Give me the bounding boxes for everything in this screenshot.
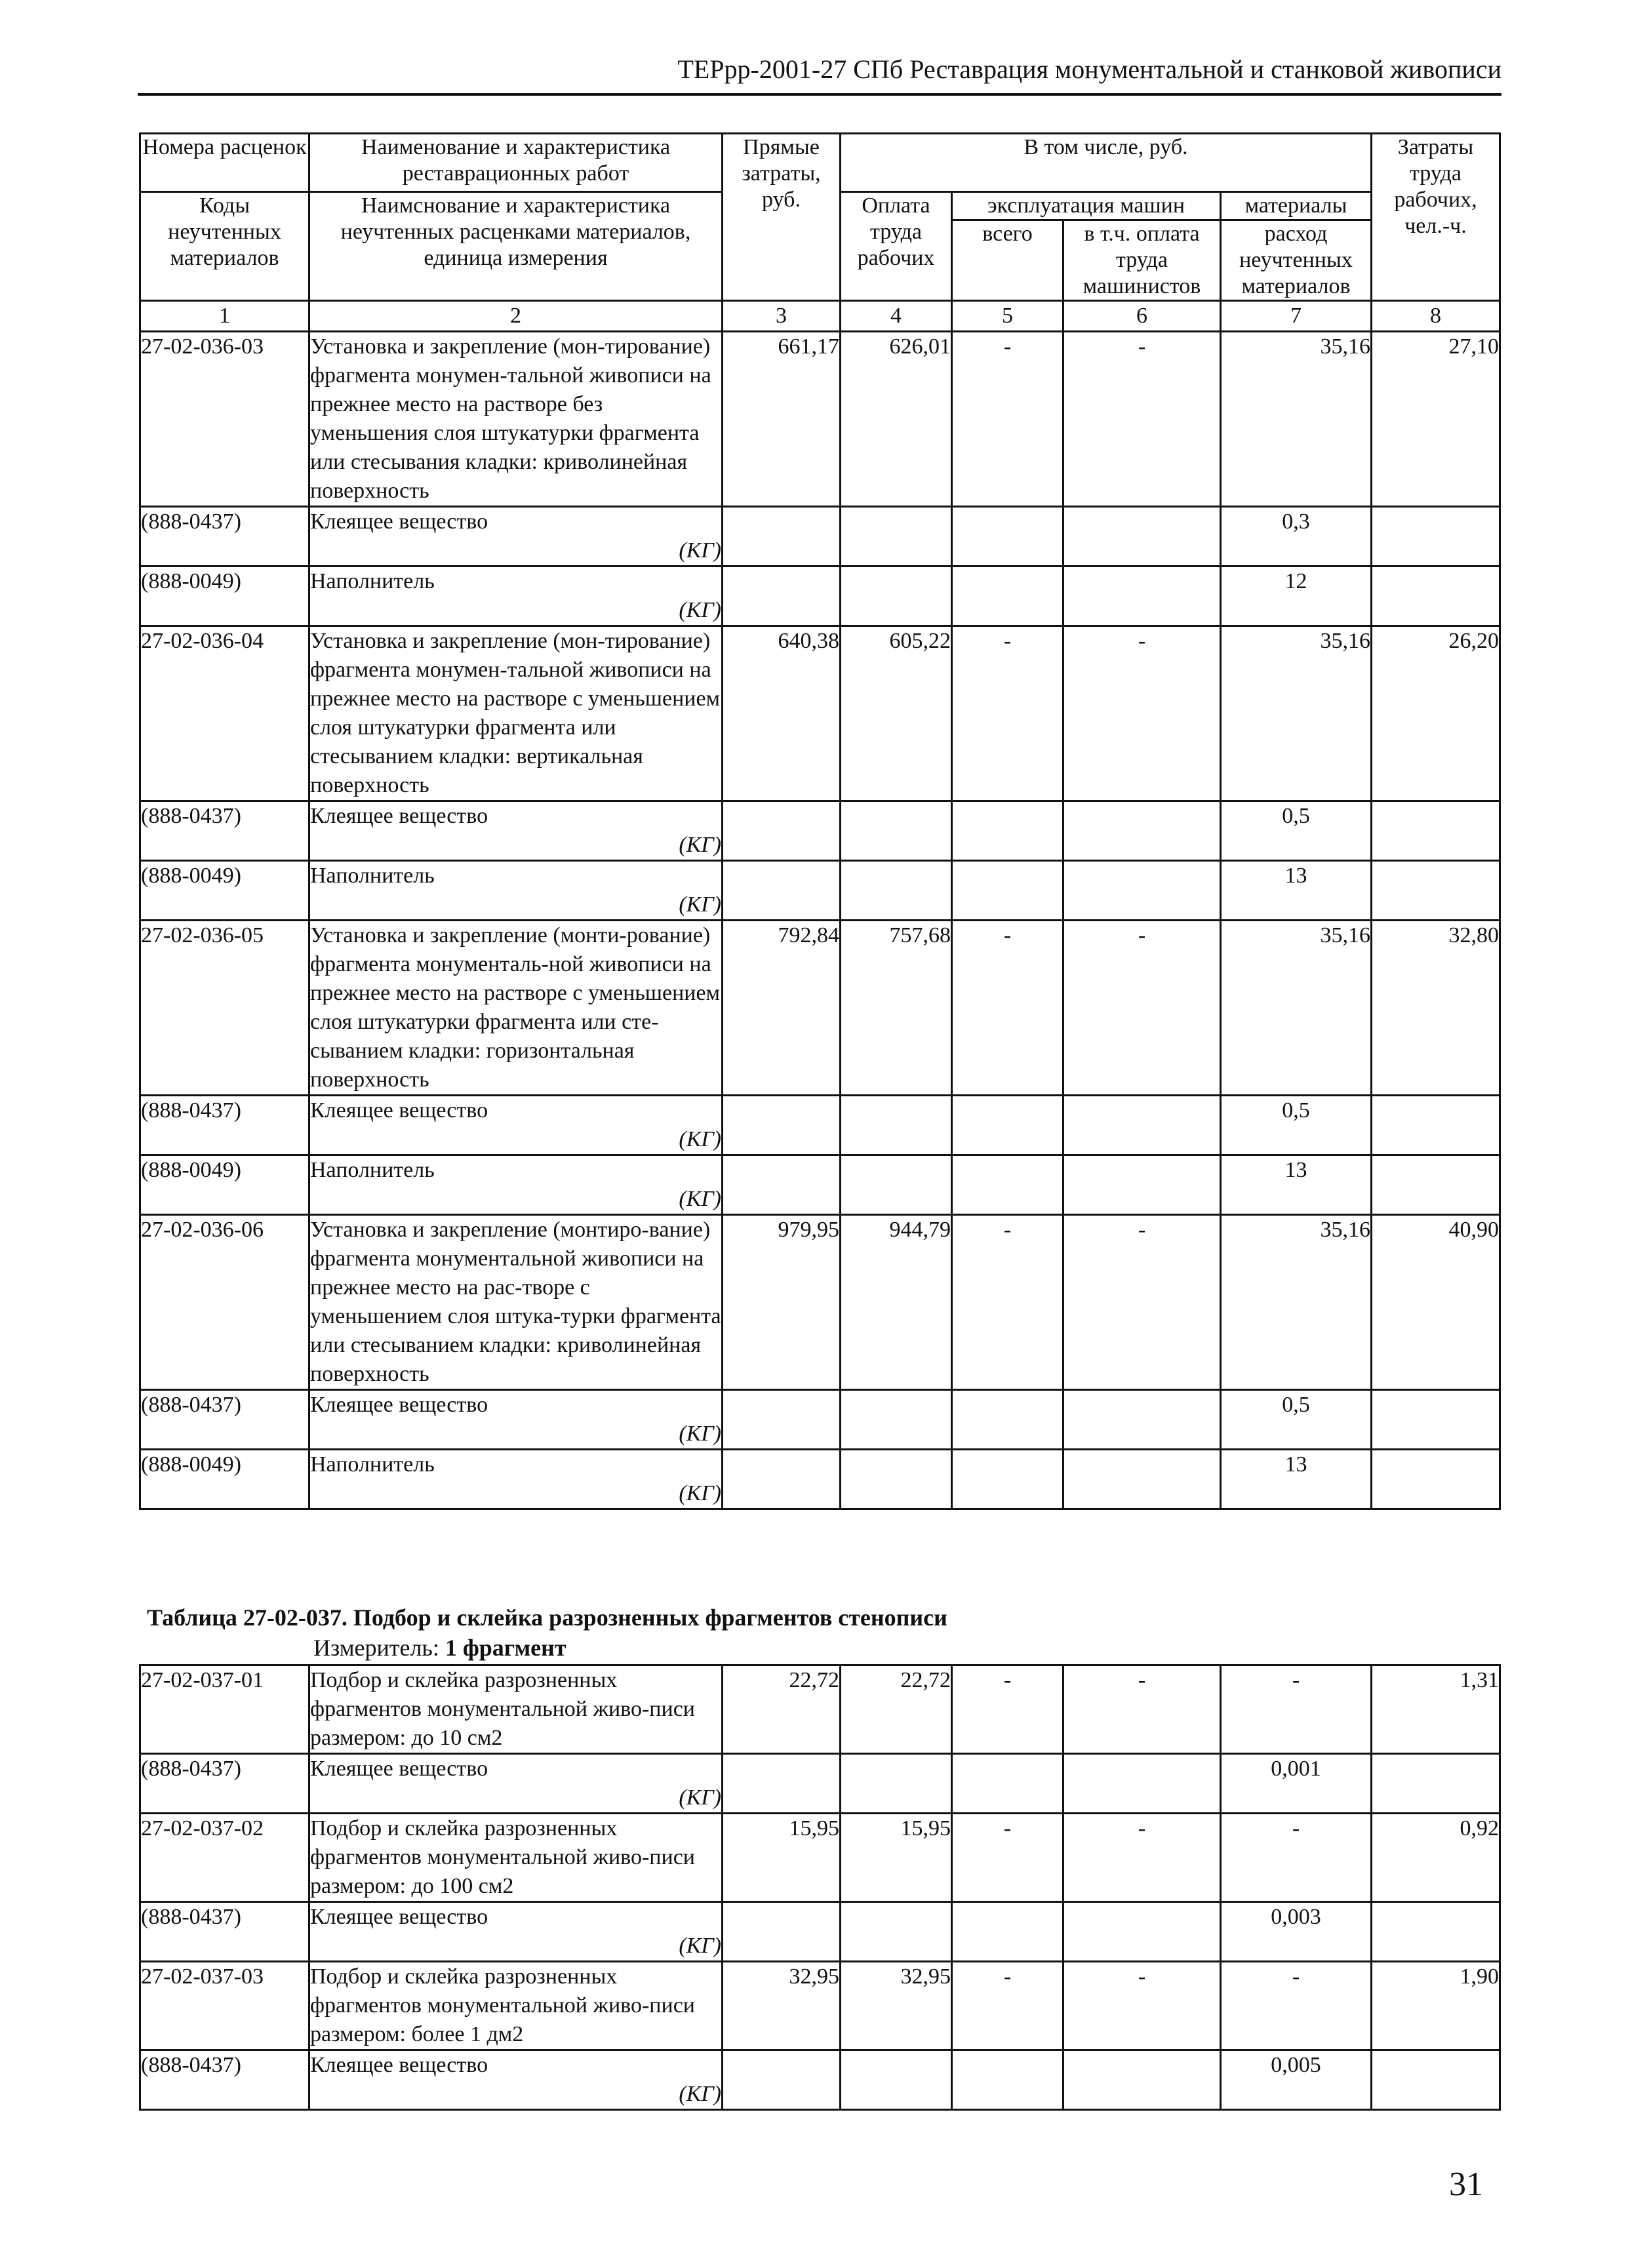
material-amount: 13 (1284, 1158, 1307, 1182)
material-unit: (КГ) (679, 1127, 721, 1151)
material-amount: 12 (1284, 569, 1307, 593)
rate-machines-total: - (952, 332, 1063, 507)
rate-machines-total: - (952, 1814, 1063, 1902)
material-name: Клеящее вещество (310, 1098, 488, 1123)
rate-name: Установка и закрепление (монтиро-вание) фрагмента монументальной живописи на прежнее место на рас-творе с уменьшением слоя штука-турки фрагмента или стесыванием кладки: криволинейная поверхность (309, 1215, 723, 1390)
material-unit: (КГ) (679, 1934, 721, 1958)
material-row (140, 1902, 1500, 1962)
material-code: (888-0437) (141, 2053, 241, 2077)
rate-code: 27-02-036-06 (140, 1215, 309, 1390)
col-header-direct-costs: Прямые затраты, руб. (723, 134, 841, 301)
rate-machinist-pay: - (1063, 1962, 1221, 2050)
section-meter-label: Измеритель: (313, 1635, 439, 1661)
rate-materials: - (1221, 1814, 1372, 1902)
rate-row (140, 1665, 1500, 1754)
rate-machinist-pay: - (1063, 1665, 1221, 1754)
rates-table (139, 132, 1501, 1510)
material-code: (888-0437) (141, 1905, 241, 1929)
rate-direct-costs: 22,72 (723, 1665, 841, 1754)
column-number: 4 (841, 301, 952, 332)
material-row (140, 567, 1500, 626)
rate-machines-total: - (952, 1665, 1063, 1754)
rate-direct-costs: 15,95 (723, 1814, 841, 1902)
material-code: (888-0437) (141, 1098, 241, 1123)
column-number: 1 (140, 301, 309, 332)
rate-row (140, 921, 1500, 1096)
rate-direct-costs: 661,17 (723, 332, 841, 507)
col-header-labor-hours: Затраты труда рабочих, чел.-ч. (1372, 134, 1500, 301)
rate-machines-total: - (952, 1215, 1063, 1390)
material-code: (888-0437) (141, 509, 241, 534)
material-unit: (КГ) (679, 1422, 721, 1446)
rate-worker-pay: 32,95 (841, 1962, 952, 2050)
material-unit: (КГ) (679, 833, 721, 857)
material-row (140, 1754, 1500, 1814)
rate-machinist-pay: - (1063, 921, 1221, 1096)
rate-machines-total: - (952, 1962, 1063, 2050)
page-header-title: ТЕРрр-2001-27 СПб Реставрация монументальной и станковой живописи (677, 54, 1501, 84)
col-header-material-names: Наимснование и характеристика неучтенных расценками материалов, единица измерения (309, 192, 723, 301)
material-code: (888-0049) (141, 864, 241, 888)
rate-row (140, 1962, 1500, 2050)
rate-machinist-pay: - (1063, 1215, 1221, 1390)
rate-machinist-pay: - (1063, 626, 1221, 801)
column-number: 3 (723, 301, 841, 332)
material-row (140, 2050, 1500, 2110)
material-row (140, 801, 1500, 861)
material-name: Клеящее вещество (310, 1757, 488, 1781)
material-code: (888-0049) (141, 1452, 241, 1477)
material-unit: (КГ) (679, 892, 721, 917)
col-header-materials: материалы (1221, 192, 1372, 220)
material-amount: 0,001 (1271, 1757, 1321, 1781)
rate-name: Подбор и склейка разрозненных фрагментов монументальной живо-писи размером: до 100 см2 (309, 1814, 723, 1902)
rate-materials: - (1221, 1665, 1372, 1754)
section-rates-table (139, 1664, 1501, 2111)
rate-worker-pay: 944,79 (841, 1215, 952, 1390)
material-name: Наполнитель (310, 569, 435, 593)
material-row (140, 1390, 1500, 1450)
col-header-material-consumption: расход неучтенных материалов (1221, 220, 1372, 301)
material-amount: 0,3 (1282, 509, 1310, 534)
rate-name: Установка и закрепление (монти-рование) фрагмента монументаль-ной живописи на прежнее место на растворе с уменьшением слоя штукатурки фрагмента или сте-сыванием кладки: горизонтальная поверхность (309, 921, 723, 1096)
material-amount: 0,005 (1271, 2053, 1321, 2077)
rate-code: 27-02-037-03 (140, 1962, 309, 2050)
material-unit: (КГ) (679, 1481, 721, 1505)
rate-labor-hours: 0,92 (1372, 1814, 1500, 1902)
material-code: (888-0437) (141, 1393, 241, 1417)
section-title: Таблица 27-02-037. Подбор и склейка разрозненных фрагментов стенописи (147, 1604, 947, 1631)
rate-direct-costs: 979,95 (723, 1215, 841, 1390)
rate-row (140, 1814, 1500, 1902)
material-unit: (КГ) (679, 2082, 721, 2106)
material-row (140, 507, 1500, 567)
section-meter-value: 1 фрагмент (445, 1635, 567, 1661)
material-amount: 0,5 (1282, 1098, 1310, 1123)
column-number: 2 (309, 301, 723, 332)
section-meter (313, 1633, 567, 1663)
rate-machinist-pay: - (1063, 332, 1221, 507)
material-name: Клеящее вещество (310, 804, 488, 828)
material-row (140, 1450, 1500, 1509)
rate-direct-costs: 640,38 (723, 626, 841, 801)
material-name: Клеящее вещество (310, 1393, 488, 1417)
material-unit: (КГ) (679, 598, 721, 622)
column-number: 5 (952, 301, 1063, 332)
rate-row (140, 626, 1500, 801)
column-number: 7 (1221, 301, 1372, 332)
rate-code: 27-02-037-01 (140, 1665, 309, 1754)
material-unit: (КГ) (679, 1785, 721, 1810)
rate-labor-hours: 26,20 (1372, 626, 1500, 801)
rate-name: Установка и закрепление (мон-тирование) фрагмента монумен-тальной живописи на прежнее место на растворе с уменьшением слоя штукатурки фрагмента или стесыванием кладки: вертикальная поверхность (309, 626, 723, 801)
material-row (140, 861, 1500, 921)
rate-worker-pay: 15,95 (841, 1814, 952, 1902)
material-amount: 0,5 (1282, 804, 1310, 828)
material-code: (888-0049) (141, 1158, 241, 1182)
rate-machines-total: - (952, 626, 1063, 801)
material-name: Наполнитель (310, 864, 435, 888)
col-header-machines-total: всего (952, 220, 1063, 301)
material-unit: (КГ) (679, 1187, 721, 1211)
rate-materials: 35,16 (1221, 626, 1372, 801)
material-code: (888-0049) (141, 569, 241, 593)
col-header-machinist-pay: в т.ч. оплата труда машинистов (1063, 220, 1221, 301)
page-number: 31 (1449, 2166, 1483, 2203)
col-header-rate-number: Номера расценок (140, 134, 309, 192)
rate-labor-hours: 32,80 (1372, 921, 1500, 1096)
rate-code: 27-02-036-04 (140, 626, 309, 801)
page-header (138, 52, 1501, 96)
rate-code: 27-02-036-03 (140, 332, 309, 507)
rate-worker-pay: 605,22 (841, 626, 952, 801)
material-name: Наполнитель (310, 1158, 435, 1182)
rate-materials: - (1221, 1962, 1372, 2050)
rate-machinist-pay: - (1063, 1814, 1221, 1902)
rate-labor-hours: 1,90 (1372, 1962, 1500, 2050)
rate-code: 27-02-036-05 (140, 921, 309, 1096)
material-unit: (КГ) (679, 538, 721, 563)
material-amount: 13 (1284, 864, 1307, 888)
rate-name: Подбор и склейка разрозненных фрагментов монументальной живо-писи размером: до 10 см2 (309, 1665, 723, 1754)
material-amount: 0,5 (1282, 1393, 1310, 1417)
material-code: (888-0437) (141, 1757, 241, 1781)
material-code: (888-0437) (141, 804, 241, 828)
column-numbers-row (140, 301, 1500, 332)
col-header-group: В том числе, руб. (841, 134, 1372, 192)
rate-materials: 35,16 (1221, 332, 1372, 507)
rate-materials: 35,16 (1221, 1215, 1372, 1390)
col-header-worker-pay: Оплата труда рабочих (841, 192, 952, 301)
rate-name: Подбор и склейка разрозненных фрагментов монументальной живо-писи размером: более 1 дм2 (309, 1962, 723, 2050)
rate-direct-costs: 32,95 (723, 1962, 841, 2050)
rate-labor-hours: 40,90 (1372, 1215, 1500, 1390)
col-header-work-name: Наименование и характеристика реставрационных работ (309, 134, 723, 192)
rate-code: 27-02-037-02 (140, 1814, 309, 1902)
rate-worker-pay: 626,01 (841, 332, 952, 507)
rate-direct-costs: 792,84 (723, 921, 841, 1096)
rate-labor-hours: 27,10 (1372, 332, 1500, 507)
material-row (140, 1096, 1500, 1155)
material-name: Наполнитель (310, 1452, 435, 1477)
table-head-row-1 (140, 134, 1500, 192)
col-header-machines: эксплуатация машин (952, 192, 1221, 220)
material-amount: 13 (1284, 1452, 1307, 1477)
rate-machines-total: - (952, 921, 1063, 1096)
rate-name: Установка и закрепление (мон-тирование) фрагмента монумен-тальной живописи на прежнее место на растворе без уменьшения слоя штукатурки фрагмента или стесывания кладки: криволинейная поверхность (309, 332, 723, 507)
rate-labor-hours: 1,31 (1372, 1665, 1500, 1754)
material-name: Клеящее вещество (310, 1905, 488, 1929)
col-header-material-codes: Коды неучтенных материалов (140, 192, 309, 301)
rate-worker-pay: 22,72 (841, 1665, 952, 1754)
column-number: 8 (1372, 301, 1500, 332)
rate-row (140, 332, 1500, 507)
column-number: 6 (1063, 301, 1221, 332)
material-name: Клеящее вещество (310, 2053, 488, 2077)
rate-row (140, 1215, 1500, 1390)
material-amount: 0,003 (1271, 1905, 1321, 1929)
rate-worker-pay: 757,68 (841, 921, 952, 1096)
material-name: Клеящее вещество (310, 509, 488, 534)
rate-materials: 35,16 (1221, 921, 1372, 1096)
material-row (140, 1155, 1500, 1215)
